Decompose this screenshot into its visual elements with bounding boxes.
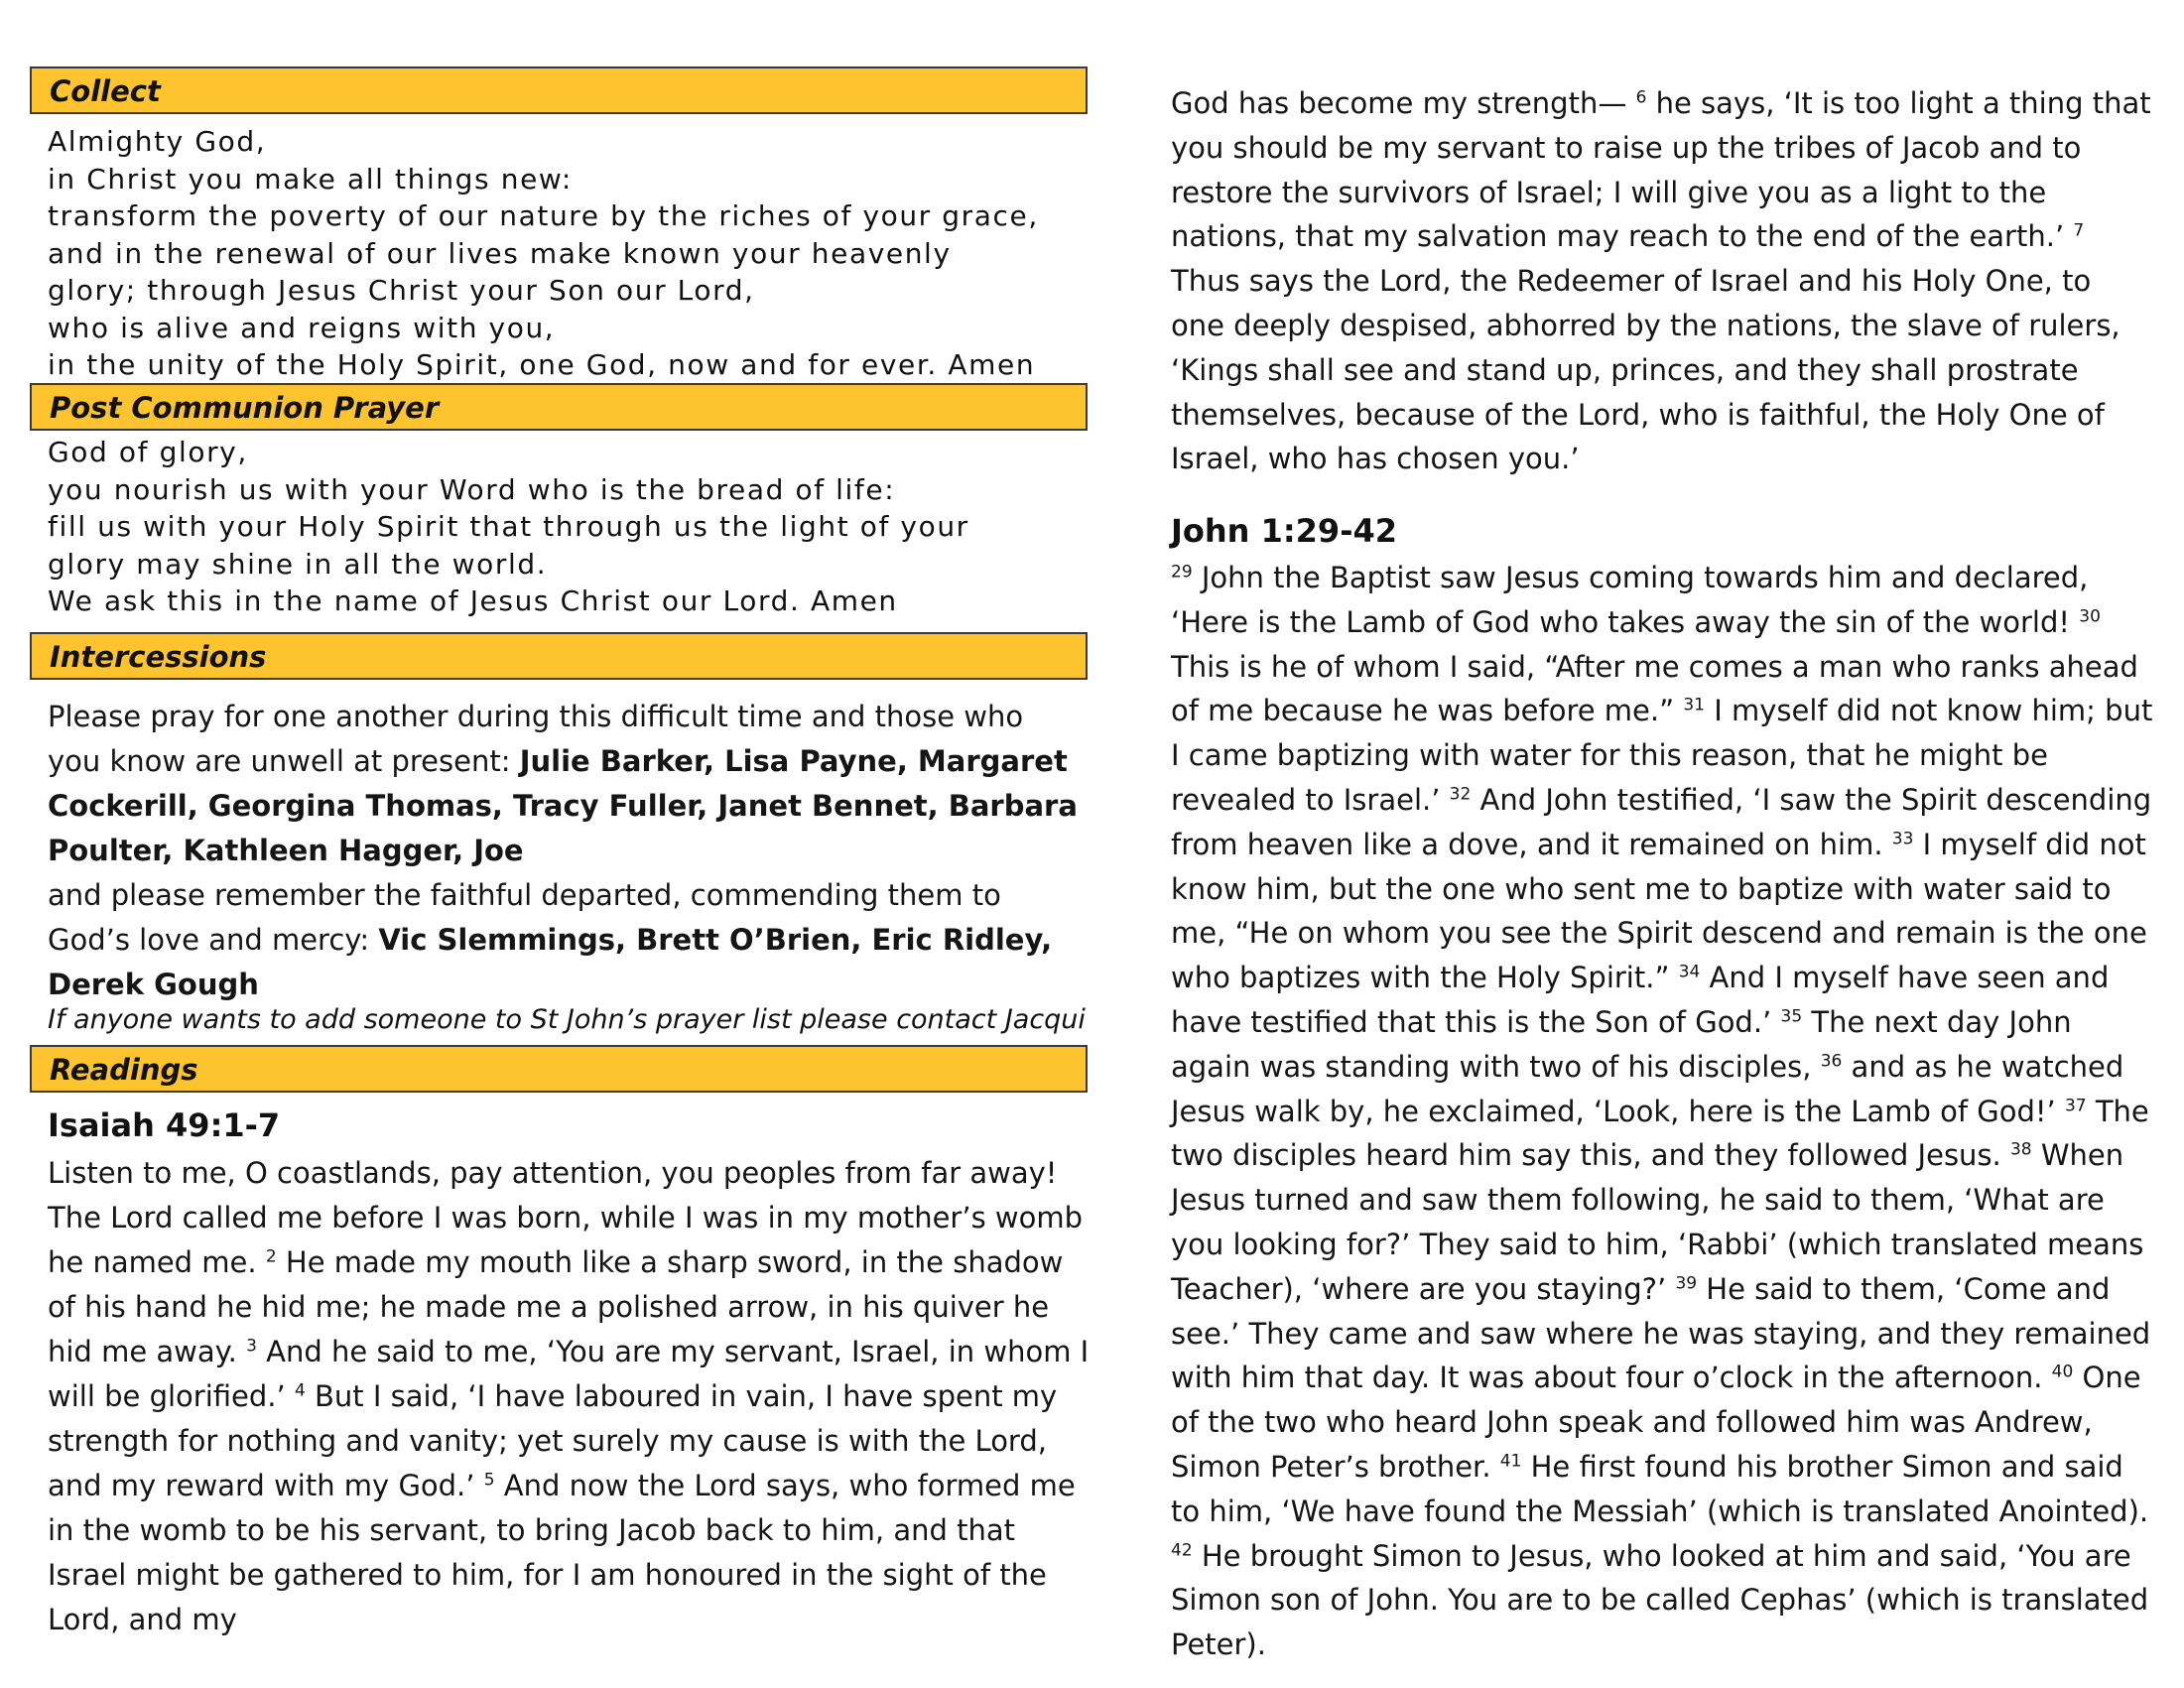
collect-header bbox=[30, 66, 1088, 114]
verse-number: 2 bbox=[265, 1246, 277, 1267]
intercessions-heading: Intercessions bbox=[50, 640, 267, 674]
verse-number: 40 bbox=[2051, 1362, 2074, 1382]
verse-text: He said to them, ‘Come and see.’ They came and saw where he was staying, and they remained with him that day. It was about four o’clock in the afternoon. bbox=[1171, 1271, 2151, 1395]
collect-line: in Christ you make all things new: bbox=[48, 162, 573, 195]
post-communion-line: We ask this in the name of Jesus Christ our Lord. Amen bbox=[48, 584, 898, 617]
post-communion-heading: Post Communion Prayer bbox=[50, 391, 440, 425]
verse-text: He first found his brother Simon and said to him, ‘We have found the Messiah’ (which is translated Anointed). bbox=[1171, 1449, 2149, 1528]
verse-text: But I said, ‘I have laboured in vain, I have spent my strength for nothing and vanity; yet surely my cause is with the Lord, and my reward with my God.’ bbox=[48, 1379, 1058, 1502]
collect-line: transform the poverty of our nature by the riches of your grace, bbox=[48, 199, 1039, 232]
post-communion-text bbox=[48, 434, 969, 620]
verse-text: he says, ‘It is too light a thing that you should be my servant to raise up the tribes of Jacob and to restore the survivors of Israel; I will give you as a light to the nations, that my salvation may reach to the end of the earth.’ bbox=[1171, 86, 2151, 254]
verse-text: When Jesus turned and saw them following, he said to them, ‘What are you looking for?’ They said to him, ‘Rabbi’ (which translated means Teacher), ‘where are you staying?’ bbox=[1171, 1138, 2144, 1306]
collect-line: who is alive and reigns with you, bbox=[48, 311, 556, 344]
verse-text: John the Baptist saw Jesus coming towards him and declared, ‘Here is the Lamb of God who takes away the sin of the world! bbox=[1171, 561, 2089, 639]
collect-line: and in the renewal of our lives make known your heavenly bbox=[48, 236, 952, 270]
verse-text: and as he watched Jesus walk by, he exclaimed, ‘Look, here is the Lamb of God!’ bbox=[1171, 1049, 2124, 1128]
verse-text: Listen to me, O coastlands, pay attention, you peoples from far away! The Lord called me before I was born, while I was in my mother’s womb he named me. bbox=[48, 1156, 1084, 1279]
intercessions-text bbox=[48, 695, 1080, 1007]
collect-heading: Collect bbox=[50, 74, 161, 108]
verse-number: 35 bbox=[1780, 1006, 1803, 1027]
post-communion-line: glory may shine in all the world. bbox=[48, 547, 548, 581]
verse-text: And he said to me, ‘You are my servant, Israel, in whom I will be glorified.’ bbox=[48, 1335, 1090, 1413]
verse-number: 41 bbox=[1499, 1451, 1522, 1472]
departed-intro: and please remember the faithful departed, commending them to God’s love and mercy: bbox=[48, 878, 1001, 957]
verse-number: 7 bbox=[2073, 220, 2085, 241]
verse-number: 42 bbox=[1171, 1539, 1193, 1560]
isaiah-reference: Isaiah 49:1-7 bbox=[48, 1106, 281, 1144]
verse-text: God has become my strength— bbox=[1171, 86, 1636, 120]
intercessions-intro: Please pray for one another during this difficult time and those who you know are unwell at present: bbox=[48, 700, 1024, 778]
readings-header bbox=[30, 1045, 1088, 1093]
verse-number: 29 bbox=[1171, 562, 1193, 583]
verse-text: He brought Simon to Jesus, who looked at him and said, ‘You are Simon son of John. You are to be called Cephas’ (which is translated Peter). bbox=[1171, 1538, 2149, 1662]
verse-text: And now the Lord says, who formed me in the womb to be his servant, to bring Jacob back to him, and that Israel might be gathered to him, for I am honoured in the sight of the Lord, and my bbox=[48, 1469, 1076, 1636]
departed-names: Vic Slemmings, Brett O’Brien, Eric Ridley, Derek Gough bbox=[48, 923, 1053, 1001]
verse-number: 4 bbox=[294, 1380, 306, 1401]
isaiah-continued bbox=[1171, 81, 2153, 481]
verse-number: 34 bbox=[1678, 962, 1701, 982]
collect-line: in the unity of the Holy Spirit, one God, now and for ever. Amen bbox=[48, 348, 1036, 381]
verse-number: 37 bbox=[2064, 1095, 2087, 1115]
post-communion-header bbox=[30, 383, 1088, 431]
verse-text: He made my mouth like a sharp sword, in the shadow of his hand he hid me; he made me a polished arrow, in his quiver he hid me away. bbox=[48, 1245, 1064, 1368]
verse-number: 36 bbox=[1820, 1051, 1843, 1072]
john-reference: John 1:29-42 bbox=[1171, 512, 1397, 550]
post-communion-line: fill us with your Holy Spirit that through us the light of your bbox=[48, 510, 969, 543]
verse-number: 33 bbox=[1891, 829, 1914, 849]
collect-line: Almighty God, bbox=[48, 125, 267, 158]
verse-text: One of the two who heard John speak and followed him was Andrew, Simon Peter’s brother. bbox=[1171, 1361, 2141, 1484]
verse-number: 30 bbox=[2079, 606, 2101, 627]
verse-text: And I myself have seen and have testified that this is the Son of God.’ bbox=[1171, 961, 2110, 1039]
unwell-names: Julie Barker, Lisa Payne, Margaret Cockerill, Georgina Thomas, Tracy Fuller, Janet Bennet, Barbara Poulter, Kathleen Hagger, Joe bbox=[48, 744, 1078, 867]
verse-text: I myself did not know him, but the one who sent me to baptize with water said to me, “He on whom you see the Spirit descend and remain is the one who baptizes with the Holy Spirit.” bbox=[1171, 827, 2147, 995]
verse-number: 32 bbox=[1449, 784, 1472, 805]
verse-text: The two disciples heard him say this, and they followed Jesus. bbox=[1171, 1094, 2149, 1173]
verse-number: 6 bbox=[1635, 87, 1647, 108]
post-communion-line: God of glory, bbox=[48, 436, 248, 468]
collect-text bbox=[48, 123, 1039, 384]
verse-number: 5 bbox=[483, 1470, 495, 1491]
collect-line: glory; through Jesus Christ your Son our Lord, bbox=[48, 274, 755, 307]
verse-text: This is he of whom I said, “After me comes a man who ranks ahead of me because he was before me.” bbox=[1171, 649, 2138, 728]
intercessions-header bbox=[30, 632, 1088, 680]
verse-number: 3 bbox=[246, 1336, 257, 1357]
verse-text: Thus says the Lord, the Redeemer of Israel and his Holy One, to one deeply despised, abhorred by the nations, the slave of rulers, ‘Kings shall see and stand up, princes, and they shall prostrate themselves, because of the Lord, who is faithful, the Holy One of Israel, who has chosen you.’ bbox=[1171, 264, 2120, 476]
verse-text: The next day John again was standing with two of his disciples, bbox=[1171, 1004, 2072, 1084]
verse-text: I myself did not know him; but I came baptizing with water for this reason, that he might be revealed to Israel.’ bbox=[1171, 694, 2153, 817]
verse-number: 38 bbox=[2009, 1139, 2032, 1160]
isaiah-text bbox=[48, 1151, 1090, 1642]
verse-text: And John testified, ‘I saw the Spirit descending from heaven like a dove, and it remained on him. bbox=[1171, 782, 2152, 861]
verse-number: 31 bbox=[1683, 695, 1705, 715]
prayer-list-note: If anyone wants to add someone to St John’s prayer list please contact Jacqui bbox=[48, 1004, 1086, 1035]
verse-number: 39 bbox=[1675, 1273, 1698, 1294]
readings-heading: Readings bbox=[50, 1053, 198, 1087]
john-text bbox=[1171, 556, 2153, 1667]
post-communion-line: you nourish us with your Word who is the bread of life: bbox=[48, 472, 896, 506]
